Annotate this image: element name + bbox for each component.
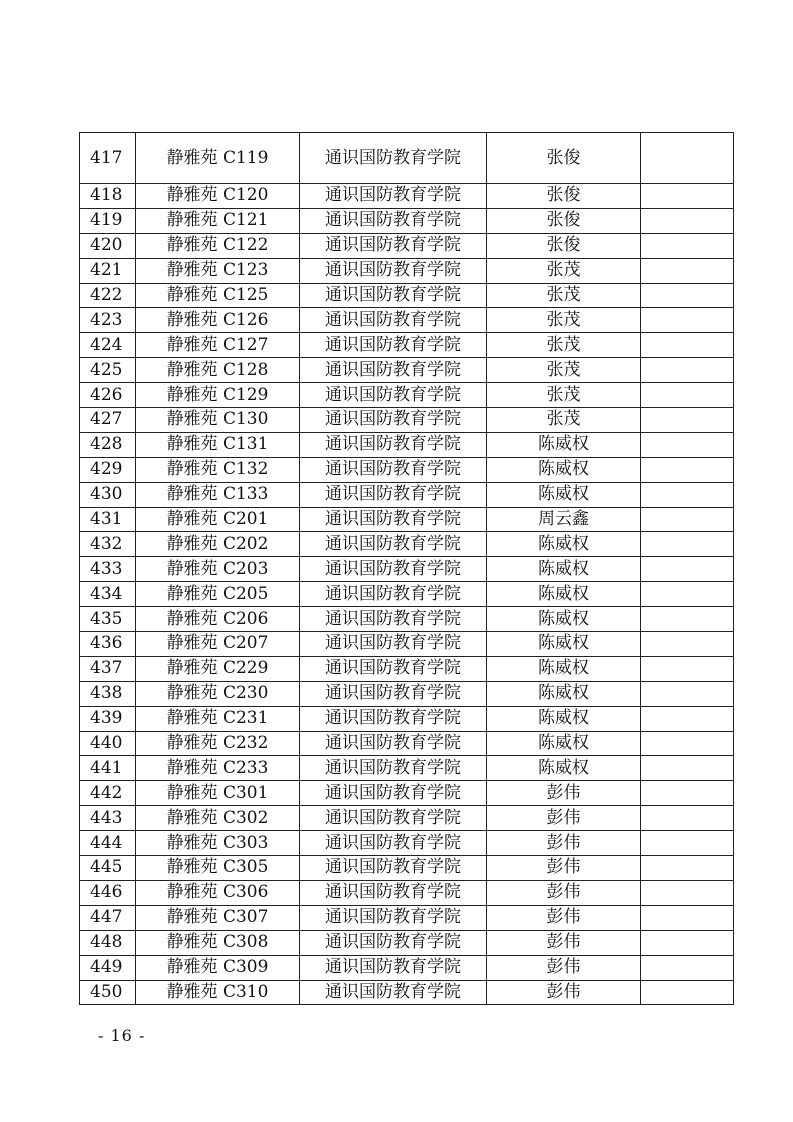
note-cell <box>641 233 734 258</box>
note-cell <box>641 133 734 184</box>
row-number-cell: 440 <box>80 731 136 756</box>
table-row <box>80 408 734 433</box>
room-cell: 静雅苑 C307 <box>136 905 300 930</box>
room-cell: 静雅苑 C129 <box>136 383 300 408</box>
college-cell: 通识国防教育学院 <box>300 532 487 557</box>
row-number-cell: 436 <box>80 632 136 657</box>
person-cell: 张茂 <box>487 308 641 333</box>
note-cell <box>641 408 734 433</box>
table-row <box>80 208 734 233</box>
table-row <box>80 831 734 856</box>
table-row <box>80 955 734 980</box>
row-number-cell: 443 <box>80 806 136 831</box>
college-cell: 通识国防教育学院 <box>300 432 487 457</box>
table-row <box>80 308 734 333</box>
college-cell: 通识国防教育学院 <box>300 607 487 632</box>
college-cell: 通识国防教育学院 <box>300 482 487 507</box>
row-number-cell: 427 <box>80 408 136 433</box>
person-cell: 陈威权 <box>487 756 641 781</box>
college-cell: 通识国防教育学院 <box>300 905 487 930</box>
room-cell: 静雅苑 C202 <box>136 532 300 557</box>
college-cell: 通识国防教育学院 <box>300 955 487 980</box>
person-cell: 张茂 <box>487 258 641 283</box>
table-row <box>80 507 734 532</box>
note-cell <box>641 831 734 856</box>
room-cell: 静雅苑 C303 <box>136 831 300 856</box>
table-row <box>80 905 734 930</box>
table-body <box>80 133 734 1005</box>
note-cell <box>641 482 734 507</box>
table-row <box>80 731 734 756</box>
table-row <box>80 283 734 308</box>
row-number-cell: 419 <box>80 208 136 233</box>
person-cell: 陈威权 <box>487 582 641 607</box>
person-cell: 彭伟 <box>487 930 641 955</box>
person-cell: 彭伟 <box>487 905 641 930</box>
row-number-cell: 447 <box>80 905 136 930</box>
table-row <box>80 706 734 731</box>
assignment-table <box>79 132 734 1005</box>
person-cell: 张俊 <box>487 184 641 209</box>
row-number-cell: 435 <box>80 607 136 632</box>
room-cell: 静雅苑 C302 <box>136 806 300 831</box>
room-cell: 静雅苑 C310 <box>136 980 300 1005</box>
row-number-cell: 417 <box>80 133 136 184</box>
note-cell <box>641 358 734 383</box>
note-cell <box>641 507 734 532</box>
room-cell: 静雅苑 C306 <box>136 880 300 905</box>
note-cell <box>641 308 734 333</box>
college-cell: 通识国防教育学院 <box>300 706 487 731</box>
person-cell: 陈威权 <box>487 432 641 457</box>
row-number-cell: 442 <box>80 781 136 806</box>
room-cell: 静雅苑 C301 <box>136 781 300 806</box>
row-number-cell: 434 <box>80 582 136 607</box>
person-cell: 张茂 <box>487 358 641 383</box>
college-cell: 通识国防教育学院 <box>300 358 487 383</box>
college-cell: 通识国防教育学院 <box>300 557 487 582</box>
person-cell: 陈威权 <box>487 457 641 482</box>
table-row <box>80 258 734 283</box>
college-cell: 通识国防教育学院 <box>300 283 487 308</box>
page-number: - 16 - <box>98 1026 146 1045</box>
row-number-cell: 430 <box>80 482 136 507</box>
table-row <box>80 781 734 806</box>
person-cell: 陈威权 <box>487 632 641 657</box>
note-cell <box>641 656 734 681</box>
room-cell: 静雅苑 C120 <box>136 184 300 209</box>
table-row <box>80 756 734 781</box>
note-cell <box>641 333 734 358</box>
room-cell: 静雅苑 C125 <box>136 283 300 308</box>
table-row <box>80 233 734 258</box>
note-cell <box>641 432 734 457</box>
row-number-cell: 446 <box>80 880 136 905</box>
note-cell <box>641 880 734 905</box>
college-cell: 通识国防教育学院 <box>300 856 487 881</box>
room-cell: 静雅苑 C133 <box>136 482 300 507</box>
room-cell: 静雅苑 C121 <box>136 208 300 233</box>
college-cell: 通识国防教育学院 <box>300 656 487 681</box>
person-cell: 张俊 <box>487 208 641 233</box>
person-cell: 彭伟 <box>487 831 641 856</box>
person-cell: 周云鑫 <box>487 507 641 532</box>
room-cell: 静雅苑 C207 <box>136 632 300 657</box>
row-number-cell: 439 <box>80 706 136 731</box>
table-row <box>80 806 734 831</box>
table-row <box>80 184 734 209</box>
note-cell <box>641 856 734 881</box>
note-cell <box>641 930 734 955</box>
room-cell: 静雅苑 C308 <box>136 930 300 955</box>
room-cell: 静雅苑 C206 <box>136 607 300 632</box>
row-number-cell: 448 <box>80 930 136 955</box>
person-cell: 张俊 <box>487 133 641 184</box>
room-cell: 静雅苑 C128 <box>136 358 300 383</box>
college-cell: 通识国防教育学院 <box>300 208 487 233</box>
person-cell: 陈威权 <box>487 482 641 507</box>
note-cell <box>641 283 734 308</box>
row-number-cell: 432 <box>80 532 136 557</box>
person-cell: 陈威权 <box>487 656 641 681</box>
room-cell: 静雅苑 C131 <box>136 432 300 457</box>
college-cell: 通识国防教育学院 <box>300 383 487 408</box>
table-row <box>80 133 734 184</box>
note-cell <box>641 632 734 657</box>
row-number-cell: 428 <box>80 432 136 457</box>
college-cell: 通识国防教育学院 <box>300 233 487 258</box>
row-number-cell: 425 <box>80 358 136 383</box>
row-number-cell: 441 <box>80 756 136 781</box>
row-number-cell: 438 <box>80 681 136 706</box>
person-cell: 张茂 <box>487 283 641 308</box>
room-cell: 静雅苑 C233 <box>136 756 300 781</box>
college-cell: 通识国防教育学院 <box>300 756 487 781</box>
table-row <box>80 532 734 557</box>
room-cell: 静雅苑 C122 <box>136 233 300 258</box>
row-number-cell: 418 <box>80 184 136 209</box>
room-cell: 静雅苑 C230 <box>136 681 300 706</box>
person-cell: 彭伟 <box>487 955 641 980</box>
college-cell: 通识国防教育学院 <box>300 184 487 209</box>
person-cell: 张茂 <box>487 333 641 358</box>
note-cell <box>641 582 734 607</box>
note-cell <box>641 532 734 557</box>
table-row <box>80 482 734 507</box>
room-cell: 静雅苑 C127 <box>136 333 300 358</box>
person-cell: 彭伟 <box>487 781 641 806</box>
college-cell: 通识国防教育学院 <box>300 980 487 1005</box>
note-cell <box>641 955 734 980</box>
table-row <box>80 333 734 358</box>
person-cell: 陈威权 <box>487 706 641 731</box>
room-cell: 静雅苑 C132 <box>136 457 300 482</box>
note-cell <box>641 905 734 930</box>
row-number-cell: 421 <box>80 258 136 283</box>
room-cell: 静雅苑 C205 <box>136 582 300 607</box>
table-row <box>80 432 734 457</box>
table-row <box>80 358 734 383</box>
table-row <box>80 980 734 1005</box>
room-cell: 静雅苑 C203 <box>136 557 300 582</box>
person-cell: 彭伟 <box>487 806 641 831</box>
room-cell: 静雅苑 C130 <box>136 408 300 433</box>
college-cell: 通识国防教育学院 <box>300 930 487 955</box>
person-cell: 彭伟 <box>487 880 641 905</box>
note-cell <box>641 258 734 283</box>
college-cell: 通识国防教育学院 <box>300 308 487 333</box>
room-cell: 静雅苑 C201 <box>136 507 300 532</box>
note-cell <box>641 980 734 1005</box>
table-row <box>80 457 734 482</box>
person-cell: 陈威权 <box>487 532 641 557</box>
note-cell <box>641 208 734 233</box>
note-cell <box>641 731 734 756</box>
person-cell: 陈威权 <box>487 731 641 756</box>
row-number-cell: 420 <box>80 233 136 258</box>
row-number-cell: 423 <box>80 308 136 333</box>
person-cell: 彭伟 <box>487 856 641 881</box>
row-number-cell: 445 <box>80 856 136 881</box>
table-row <box>80 681 734 706</box>
room-cell: 静雅苑 C229 <box>136 656 300 681</box>
row-number-cell: 444 <box>80 831 136 856</box>
row-number-cell: 422 <box>80 283 136 308</box>
college-cell: 通识国防教育学院 <box>300 632 487 657</box>
college-cell: 通识国防教育学院 <box>300 731 487 756</box>
table-row <box>80 582 734 607</box>
table-row <box>80 632 734 657</box>
table-row <box>80 856 734 881</box>
table-row <box>80 656 734 681</box>
person-cell: 陈威权 <box>487 681 641 706</box>
note-cell <box>641 557 734 582</box>
note-cell <box>641 607 734 632</box>
room-cell: 静雅苑 C123 <box>136 258 300 283</box>
college-cell: 通识国防教育学院 <box>300 408 487 433</box>
college-cell: 通识国防教育学院 <box>300 333 487 358</box>
note-cell <box>641 681 734 706</box>
note-cell <box>641 706 734 731</box>
row-number-cell: 437 <box>80 656 136 681</box>
row-number-cell: 426 <box>80 383 136 408</box>
table-row <box>80 383 734 408</box>
room-cell: 静雅苑 C119 <box>136 133 300 184</box>
college-cell: 通识国防教育学院 <box>300 806 487 831</box>
college-cell: 通识国防教育学院 <box>300 681 487 706</box>
college-cell: 通识国防教育学院 <box>300 133 487 184</box>
table-row <box>80 607 734 632</box>
note-cell <box>641 184 734 209</box>
room-cell: 静雅苑 C231 <box>136 706 300 731</box>
row-number-cell: 431 <box>80 507 136 532</box>
table-row <box>80 557 734 582</box>
person-cell: 彭伟 <box>487 980 641 1005</box>
note-cell <box>641 806 734 831</box>
room-cell: 静雅苑 C309 <box>136 955 300 980</box>
table-row <box>80 930 734 955</box>
room-cell: 静雅苑 C305 <box>136 856 300 881</box>
person-cell: 陈威权 <box>487 607 641 632</box>
college-cell: 通识国防教育学院 <box>300 880 487 905</box>
college-cell: 通识国防教育学院 <box>300 781 487 806</box>
room-cell: 静雅苑 C232 <box>136 731 300 756</box>
row-number-cell: 433 <box>80 557 136 582</box>
person-cell: 张茂 <box>487 383 641 408</box>
row-number-cell: 424 <box>80 333 136 358</box>
row-number-cell: 429 <box>80 457 136 482</box>
note-cell <box>641 781 734 806</box>
note-cell <box>641 756 734 781</box>
row-number-cell: 449 <box>80 955 136 980</box>
person-cell: 张茂 <box>487 408 641 433</box>
note-cell <box>641 383 734 408</box>
room-cell: 静雅苑 C126 <box>136 308 300 333</box>
college-cell: 通识国防教育学院 <box>300 507 487 532</box>
college-cell: 通识国防教育学院 <box>300 258 487 283</box>
person-cell: 张俊 <box>487 233 641 258</box>
college-cell: 通识国防教育学院 <box>300 457 487 482</box>
college-cell: 通识国防教育学院 <box>300 582 487 607</box>
note-cell <box>641 457 734 482</box>
row-number-cell: 450 <box>80 980 136 1005</box>
table-row <box>80 880 734 905</box>
college-cell: 通识国防教育学院 <box>300 831 487 856</box>
person-cell: 陈威权 <box>487 557 641 582</box>
